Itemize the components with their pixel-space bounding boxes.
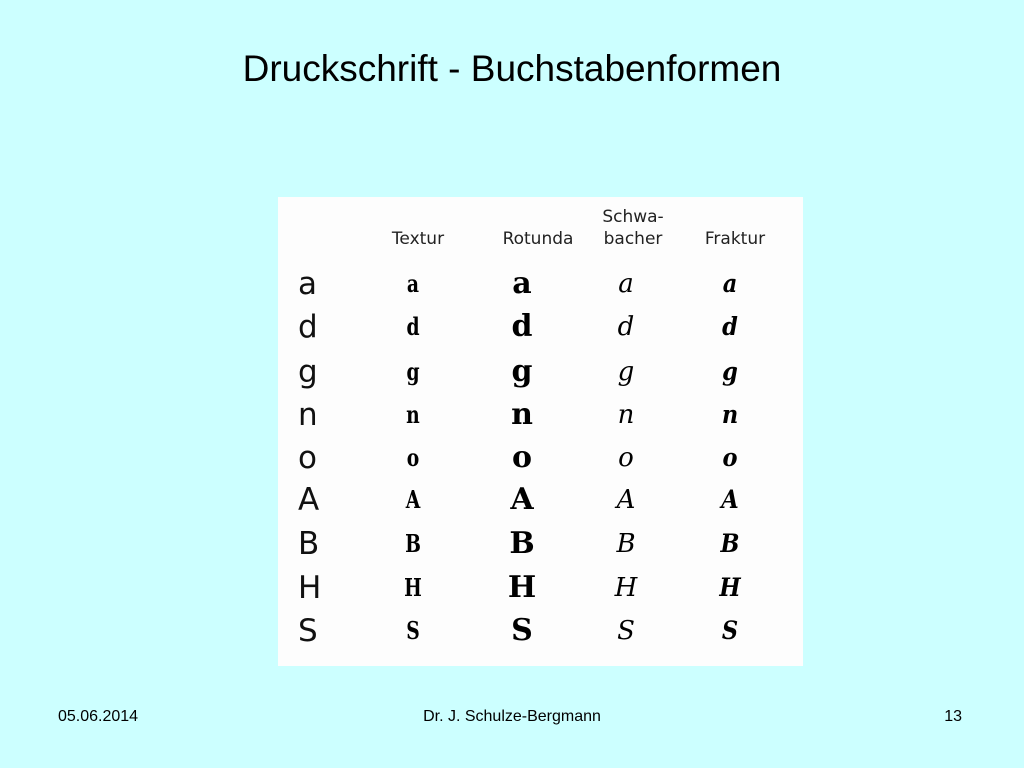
glyph-rotunda: A [510, 482, 534, 517]
glyph-fraktur: A [721, 485, 739, 514]
row-letter: n [298, 397, 318, 433]
glyph-schwabacher: d [617, 312, 635, 342]
glyph-schwabacher: S [617, 616, 635, 646]
glyph-fraktur: o [722, 443, 738, 472]
letterform-table [278, 197, 803, 666]
glyph-textur: H [404, 573, 422, 602]
glyph-rotunda: B [509, 526, 535, 561]
glyph-fraktur: a [722, 269, 738, 298]
row-letter: o [298, 440, 317, 476]
glyph-rotunda: g [511, 354, 533, 389]
glyph-schwabacher: A [616, 485, 636, 515]
glyph-textur: S [406, 616, 420, 645]
glyph-textur: o [406, 443, 420, 472]
glyph-schwabacher: B [616, 529, 636, 559]
row-letter: H [298, 570, 322, 606]
row-letter: B [298, 526, 320, 562]
row-letter: S [298, 613, 318, 649]
glyph-rotunda: S [511, 613, 533, 648]
glyph-schwabacher: H [614, 573, 638, 603]
footer-page-number: 13 [944, 708, 962, 725]
row-letter: d [298, 309, 318, 345]
column-header-fraktur: Fraktur [704, 229, 766, 249]
glyph-textur: n [406, 400, 420, 429]
glyph-textur: g [406, 357, 420, 386]
glyph-schwabacher: o [618, 443, 634, 473]
column-header-rotunda: Rotunda [502, 229, 574, 249]
glyph-fraktur: B [720, 529, 740, 558]
row-letter: A [298, 482, 320, 518]
slide-title: Druckschrift - Buchstabenformen [242, 48, 782, 89]
row-letter: g [298, 354, 318, 390]
glyph-fraktur: H [719, 573, 741, 602]
glyph-fraktur: n [721, 400, 739, 429]
glyph-textur: B [405, 529, 421, 558]
glyph-rotunda: a [512, 266, 532, 301]
footer-date: 05.06.2014 [58, 708, 139, 725]
glyph-schwabacher: g [617, 357, 635, 387]
footer-author: Dr. J. Schulze-Bergmann [423, 708, 601, 725]
column-header-textur: Textur [391, 229, 445, 249]
row-letter: a [298, 266, 317, 302]
column-header-schwabacher: Schwa- bacher [602, 207, 664, 249]
glyph-schwabacher: n [617, 400, 635, 430]
glyph-fraktur: d [722, 312, 738, 341]
glyph-rotunda: n [511, 397, 533, 432]
glyph-fraktur: S [721, 616, 739, 645]
glyph-rotunda: d [511, 309, 533, 344]
glyph-textur: a [406, 269, 420, 298]
glyph-textur: A [405, 485, 421, 514]
glyph-rotunda: o [511, 440, 532, 475]
glyph-textur: d [406, 312, 420, 341]
glyph-fraktur: g [722, 357, 738, 386]
glyph-rotunda: H [507, 570, 537, 605]
glyph-schwabacher: a [618, 269, 634, 299]
